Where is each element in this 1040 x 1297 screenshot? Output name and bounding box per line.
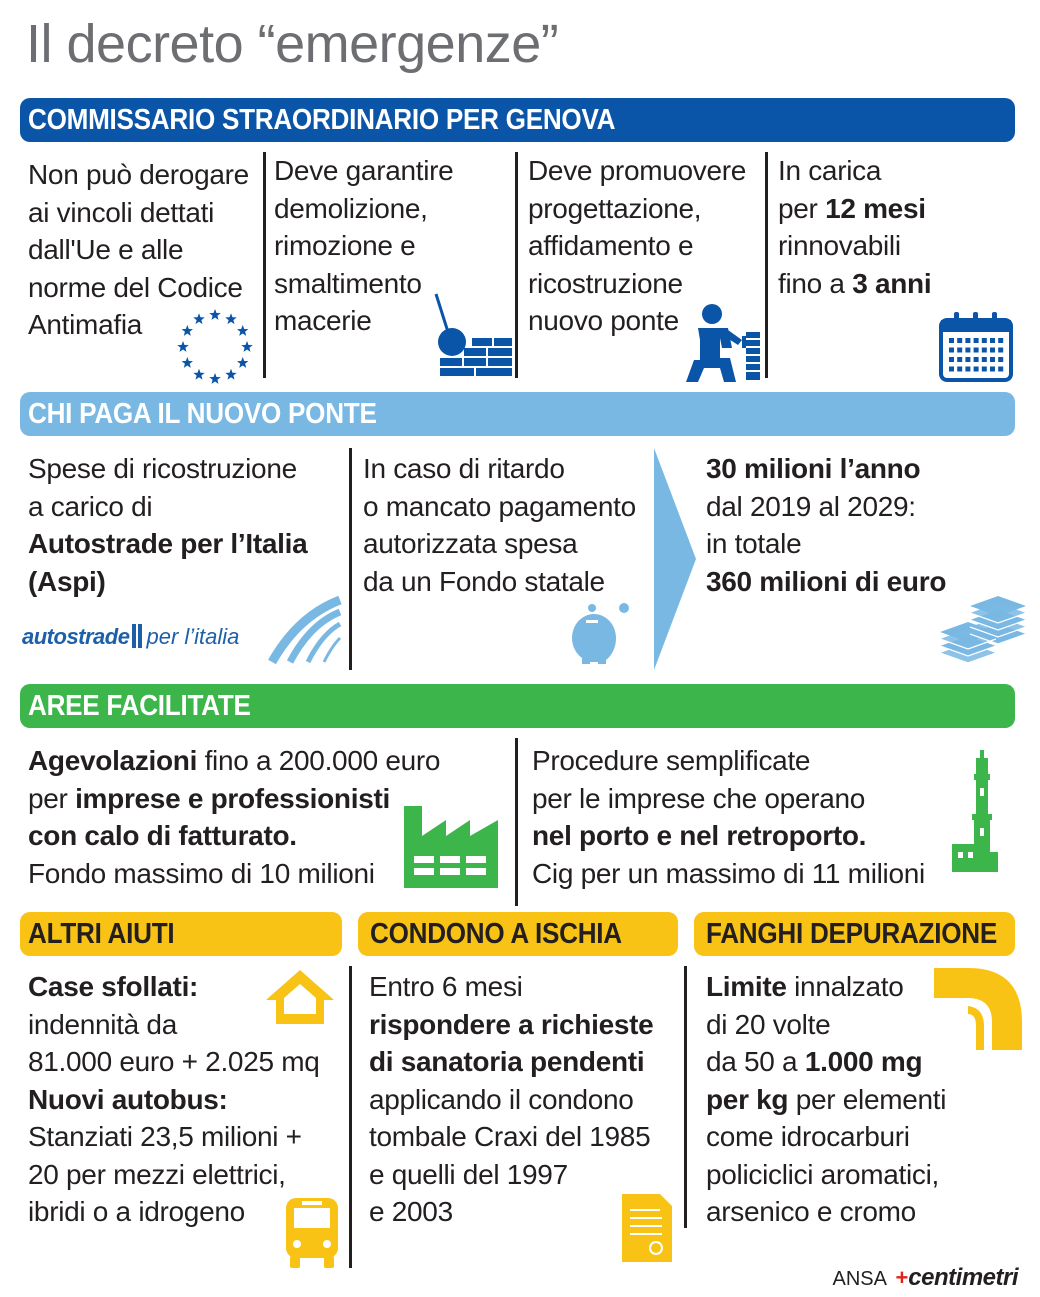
footer-credit: ANSA +centimetri — [832, 1264, 1018, 1291]
section-header-aree: AREE FACILITATE — [20, 684, 1015, 728]
calendar-day — [949, 367, 954, 372]
section-header-altri-aiuti: ALTRI AIUTI — [20, 912, 342, 956]
divider — [263, 152, 266, 378]
eu-star — [182, 357, 193, 368]
commissario-col3: Deve promuovere progettazione, affidamento e ricostruzione nuovo ponte — [528, 155, 747, 336]
commissario-col2: Deve garantire demolizione, rimozione e smaltimento macerie — [274, 155, 454, 336]
divider — [765, 152, 768, 378]
calendar-day — [949, 348, 954, 353]
section-header-fanghi: FANGHI DEPURAZIONE — [694, 912, 1015, 956]
eu-stars-icon — [174, 306, 256, 388]
wrecking-ball-icon — [428, 292, 516, 384]
logo-bars — [132, 624, 136, 648]
divider — [349, 966, 352, 1268]
calendar-day — [974, 357, 979, 362]
eu-star — [237, 325, 248, 336]
calendar-day — [957, 357, 962, 362]
road-logo-icon — [268, 596, 342, 664]
section-header-chi-paga: CHI PAGA IL NUOVO PONTE — [20, 392, 1015, 436]
calendar-day — [990, 357, 995, 362]
calendar-day — [965, 357, 970, 362]
divider — [684, 966, 687, 1228]
altri-aiuti-text: Case sfollati: indennità da 81.000 euro + 2.025 mq Nuovi autobus: Stanziati 23,5 milioni + 20 per mezzi elettrici, ibridi o a idrogeno — [28, 971, 320, 1227]
eu-star — [209, 309, 220, 320]
calendar-day — [998, 367, 1003, 372]
calendar-day — [982, 367, 987, 372]
calendar-day — [949, 338, 954, 343]
calendar-day — [974, 348, 979, 353]
eu-star — [177, 341, 188, 352]
fanghi-text: Limite innalzato di 20 volte da 50 a 1.000 mg per kg per elementi come idrocarburi policiclici aromatici, arsenico e cromo — [706, 971, 947, 1227]
document-icon — [620, 1192, 674, 1264]
section-header-commissario: COMMISSARIO STRAORDINARIO PER GENOVA — [20, 98, 1015, 142]
calendar-day — [998, 348, 1003, 353]
chi-paga-col2: In caso di ritardo o mancato pagamento autorizzata spesa da un Fondo statale — [363, 453, 636, 597]
eu-star — [182, 325, 193, 336]
autostrade-logo: autostrade per l’italia — [22, 624, 240, 649]
eu-star — [225, 313, 236, 324]
calendar-day — [982, 357, 987, 362]
calendar-day — [982, 348, 987, 353]
lighthouse-icon — [950, 748, 1002, 874]
eu-star — [209, 373, 220, 384]
calendar-icon — [938, 310, 1014, 384]
chi-paga-col3: 30 milioni l’anno dal 2019 al 2029: in totale 360 milioni di euro — [706, 453, 947, 597]
calendar-day — [965, 348, 970, 353]
calendar-day — [990, 367, 995, 372]
calendar-day — [949, 357, 954, 362]
section-header-condono: CONDONO A ISCHIA — [358, 912, 678, 956]
eu-star — [225, 369, 236, 380]
divider — [349, 448, 352, 670]
eu-star — [241, 341, 252, 352]
commissario-col1: Non può derogare ai vincoli dettati dall'Ue e alle norme del Codice Antimafia — [28, 159, 249, 340]
money-stack-icon — [938, 586, 1028, 666]
chi-paga-col1: Spese di ricostruzione a carico di Autostrade per l’Italia (Aspi) — [28, 453, 308, 597]
calendar-day — [965, 367, 970, 372]
calendar-day — [974, 338, 979, 343]
factory-icon — [402, 800, 500, 890]
commissario-col4: In carica per 12 mesi rinnovabili fino a 3 anni — [778, 155, 932, 299]
eu-star — [237, 357, 248, 368]
builder-icon — [674, 300, 764, 384]
calendar-day — [974, 367, 979, 372]
calendar-day — [998, 357, 1003, 362]
calendar-day — [990, 348, 995, 353]
aree-col1: Agevolazioni fino a 200.000 euro per imprese e professionisti con calo di fatturato. Fondo massimo di 10 milioni — [28, 745, 441, 889]
drain-pipe-icon — [934, 966, 1026, 1052]
page-title: Il decreto “emergenze” — [26, 14, 559, 74]
calendar-day — [990, 338, 995, 343]
condono-text: Entro 6 mesi rispondere a richieste di sanatoria pendenti applicando il condono tombale Craxi del 1985 e quelli del 1997 e 2003 — [369, 971, 654, 1227]
eu-star — [193, 313, 204, 324]
eu-star — [193, 369, 204, 380]
piggy-bank-icon — [566, 600, 636, 668]
house-icon — [262, 966, 338, 1026]
calendar-day — [998, 338, 1003, 343]
aree-col2: Procedure semplificate per le imprese che operano nel porto e nel retroporto. Cig per un massimo di 11 milioni — [532, 745, 925, 889]
calendar-day — [957, 348, 962, 353]
arrow-icon — [650, 448, 698, 670]
calendar-day — [965, 338, 970, 343]
calendar-day — [982, 338, 987, 343]
divider — [515, 738, 518, 906]
bus-icon — [282, 1196, 342, 1270]
calendar-day — [957, 338, 962, 343]
calendar-day — [957, 367, 962, 372]
centimetri-mark-icon: + — [895, 1265, 909, 1290]
